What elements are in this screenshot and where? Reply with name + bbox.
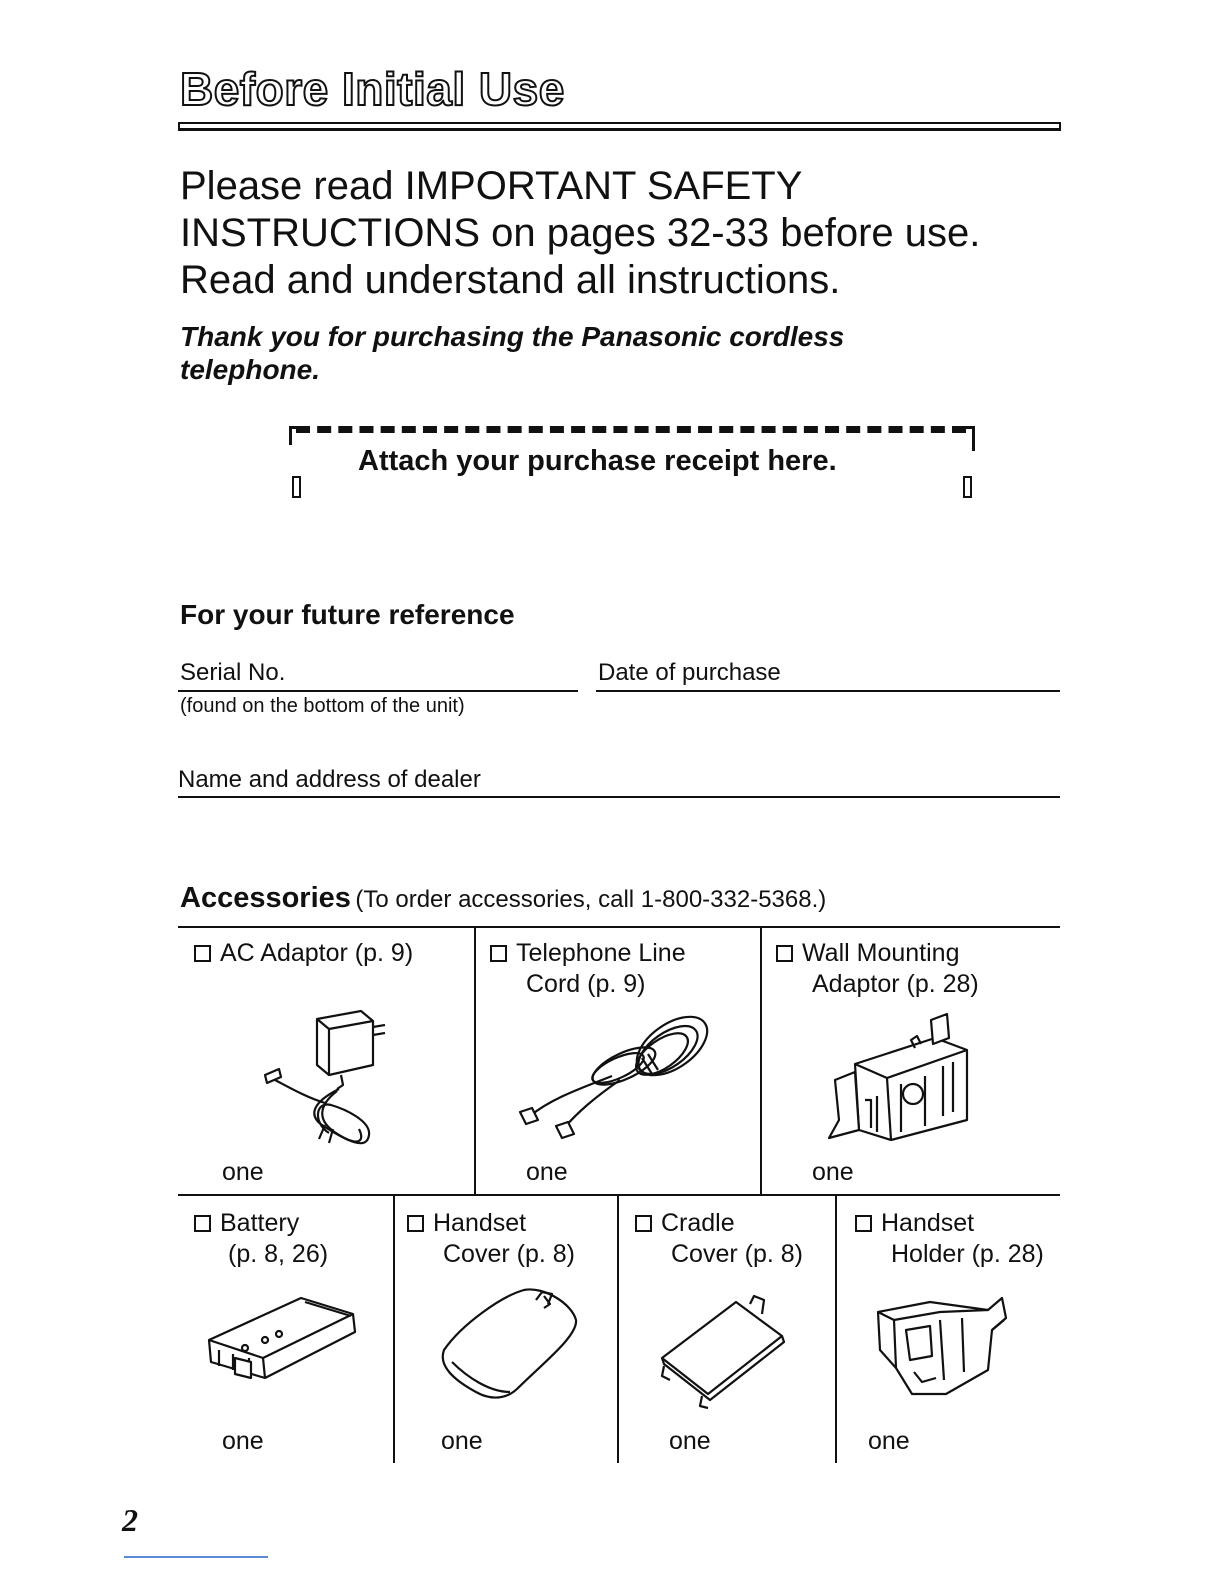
thank-you-line: Thank you for purchasing the Panasonic cordless [180,321,845,352]
accessories-mid-rule [178,1194,1060,1196]
footer-rule [124,1556,268,1558]
page-number: 2 [122,1502,138,1538]
accessory-quantity: one [812,1158,854,1186]
grid-divider [835,1195,837,1463]
safety-notice-line: INSTRUCTIONS on pages 32-33 before use. [180,211,981,255]
battery-checkbox[interactable] [194,1215,211,1232]
grid-divider [393,1195,395,1463]
accessory-handset-holder [855,1208,1044,1270]
accessory-ac-adaptor [194,938,413,969]
accessory-label-line2: Holder (p. 28) [891,1240,1044,1268]
date-of-purchase-line[interactable] [596,690,1060,692]
accessory-wall-mounting-adaptor [776,938,979,1000]
safety-notice [180,163,1060,304]
reference-heading: For your future reference [180,599,515,630]
accessory-telephone-cord [490,938,686,1000]
accessory-cradle-cover [635,1208,803,1270]
serial-number-label: Serial No. [180,659,286,686]
accessory-label-line2: Cord (p. 9) [526,970,646,998]
receipt-corner [962,426,975,451]
dealer-label: Name and address of dealer [178,766,481,793]
accessory-label: Telephone Line [516,939,686,967]
ac-adaptor-icon [255,1005,385,1160]
accessories-title: Accessories [180,882,351,914]
title-rule [178,122,1061,131]
accessory-handset-cover [407,1208,575,1270]
accessory-quantity: one [222,1158,264,1186]
accessory-label-line2: Cover (p. 8) [443,1240,575,1268]
accessory-label: Handset [433,1209,527,1237]
accessory-label-line2: Adaptor (p. 28) [812,970,979,998]
wall-mounting-adaptor-checkbox[interactable] [776,945,793,962]
battery-icon [205,1292,360,1392]
accessory-quantity: one [669,1427,711,1455]
grid-divider [760,927,762,1194]
accessory-label: Cradle [661,1209,735,1237]
receipt-dashed-border [296,426,966,433]
receipt-corner [289,426,302,445]
telephone-cord-icon [512,1008,722,1153]
thank-you-note [180,320,980,386]
handset-holder-checkbox[interactable] [855,1215,872,1232]
ac-adaptor-checkbox[interactable] [194,945,211,962]
accessory-quantity: one [526,1158,568,1186]
cradle-cover-checkbox[interactable] [635,1215,652,1232]
handset-cover-icon [432,1284,582,1404]
date-of-purchase-label: Date of purchase [598,659,781,686]
handset-holder-icon [870,1290,1010,1405]
accessory-label-line2: Cover (p. 8) [671,1240,803,1268]
cradle-cover-icon [656,1292,796,1412]
accessory-battery [194,1208,328,1270]
serial-number-note: (found on the bottom of the unit) [180,695,465,717]
dealer-line[interactable] [178,796,1060,798]
accessories-heading [180,882,826,915]
page-title: Before Initial Use [180,63,565,115]
safety-notice-line: Please read IMPORTANT SAFETY [180,164,803,208]
accessory-label: Wall Mounting [802,939,960,967]
accessory-label: Battery [220,1209,300,1237]
grid-divider [617,1195,619,1463]
handset-cover-checkbox[interactable] [407,1215,424,1232]
accessory-quantity: one [441,1427,483,1455]
telephone-cord-checkbox[interactable] [490,945,507,962]
receipt-label: Attach your purchase receipt here. [358,445,837,477]
accessory-quantity: one [868,1427,910,1455]
wall-mounting-adaptor-icon [825,1010,975,1150]
order-note: (To order accessories, call 1-800-332-5368.) [355,886,827,913]
accessory-label: Handset [881,1209,975,1237]
accessories-top-rule [178,926,1060,928]
receipt-marker [292,476,301,498]
accessory-quantity: one [222,1427,264,1455]
grid-divider [474,927,476,1194]
safety-notice-line: Read and understand all instructions. [180,258,841,302]
serial-number-line[interactable] [178,690,578,692]
accessory-label: AC Adaptor (p. 9) [220,939,414,967]
receipt-marker [963,476,972,498]
accessory-label-line2: (p. 8, 26) [228,1240,329,1268]
thank-you-line: telephone. [180,354,321,385]
